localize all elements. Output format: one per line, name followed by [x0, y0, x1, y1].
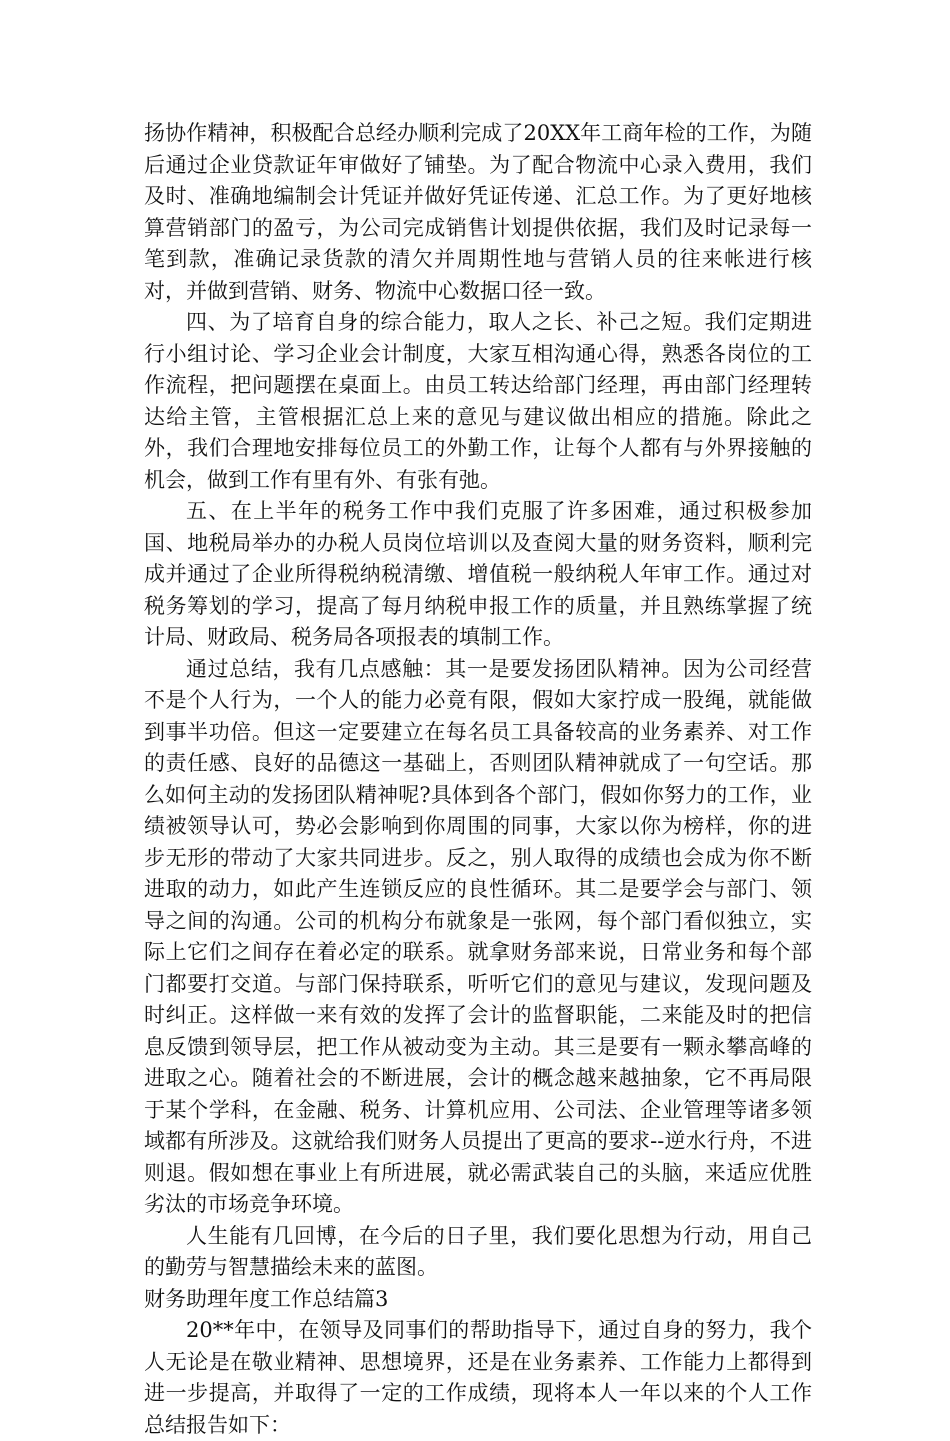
document-page	[144, 118, 812, 1441]
paragraph-section-four: 四、为了培育自身的综合能力，取人之长、补己之短。我们定期进行小组讨论、学习企业会计制度，大家互相沟通心得，熟悉各岗位的工作流程，把问题摆在桌面上。由员工转达给部门经理，再由部门经理转达给主管，主管根据汇总上来的意见与建议做出相应的措施。除此之外，我们合理地安排每位员工的外勤工作，让每个人都有与外界接触的机会，做到工作有里有外、有张有弛。	[144, 310, 812, 492]
paragraph-intro: 20**年中，在领导及同事们的帮助指导下，通过自身的努力，我个人无论是在敬业精神、思想境界，还是在业务素养、工作能力上都得到进一步提高，并取得了一定的工作成绩，现将本人一年以来的个人工作总结报告如下：	[144, 1318, 812, 1437]
section-heading: 财务助理年度工作总结篇3	[144, 1286, 389, 1311]
paragraph-continuation: 扬协作精神，积极配合总经办顺利完成了20XX年工商年检的工作，为随后通过企业贷款证年审做好了铺垫。为了配合物流中心录入费用，我们及时、准确地编制会计凭证并做好凭证传递、汇总工作。为了更好地核算营销部门的盈亏，为公司完成销售计划提供依据，我们及时记录每一笔到款，准确记录货款的清欠并周期性地与营销人员的往来帐进行核对，并做到营销、财务、物流中心数据口径一致。	[144, 121, 812, 303]
paragraph-closing: 人生能有几回博，在今后的日子里，我们要化思想为行动，用自己的勤劳与智慧描绘未来的蓝图。	[144, 1223, 812, 1279]
paragraph-section-five: 五、在上半年的税务工作中我们克服了许多困难，通过积极参加国、地税局举办的办税人员岗位培训以及查阅大量的财务资料，顺利完成并通过了企业所得税纳税清缴、增值税一般纳税人年审工作。通过对税务筹划的学习，提高了每月纳税申报工作的质量，并且熟练掌握了统计局、财政局、税务局各项报表的填制工作。	[144, 499, 812, 649]
paragraph-reflections: 通过总结，我有几点感触：其一是要发扬团队精神。因为公司经营不是个人行为，一个人的能力必竟有限，假如大家拧成一股绳，就能做到事半功倍。但这一定要建立在每名员工具备较高的业务素养、对工作的责任感、良好的品德这一基础上，否则团队精神就成了一句空话。那么如何主动的发扬团队精神呢?具体到各个部门，假如你努力的工作，业绩被领导认可，势必会影响到你周围的同事，大家以你为榜样，你的进步无形的带动了大家共同进步。反之，别人取得的成绩也会成为你不断进取的动力，如此产生连锁反应的良性循环。其二是要学会与部门、领导之间的沟通。公司的机构分布就象是一张网，每个部门看似独立，实际上它们之间存在着必定的联系。就拿财务部来说，日常业务和每个部门都要打交道。与部门保持联系，听听它们的意见与建议，发现问题及时纠正。这样做一来有效的发挥了会计的监督职能，二来能及时的把信息反馈到领导层，把工作从被动变为主动。其三是要有一颗永攀高峰的进取之心。随着社会的不断进展，会计的概念越来越抽象，它不再局限于某个学科，在金融、税务、计算机应用、公司法、企业管理等诸多领域都有所涉及。这就给我们财务人员提出了更高的要求--逆水行舟，不进则退。假如想在事业上有所进展，就必需武装自己的头脑，来适应优胜劣汰的市场竞争环境。	[144, 656, 812, 1216]
